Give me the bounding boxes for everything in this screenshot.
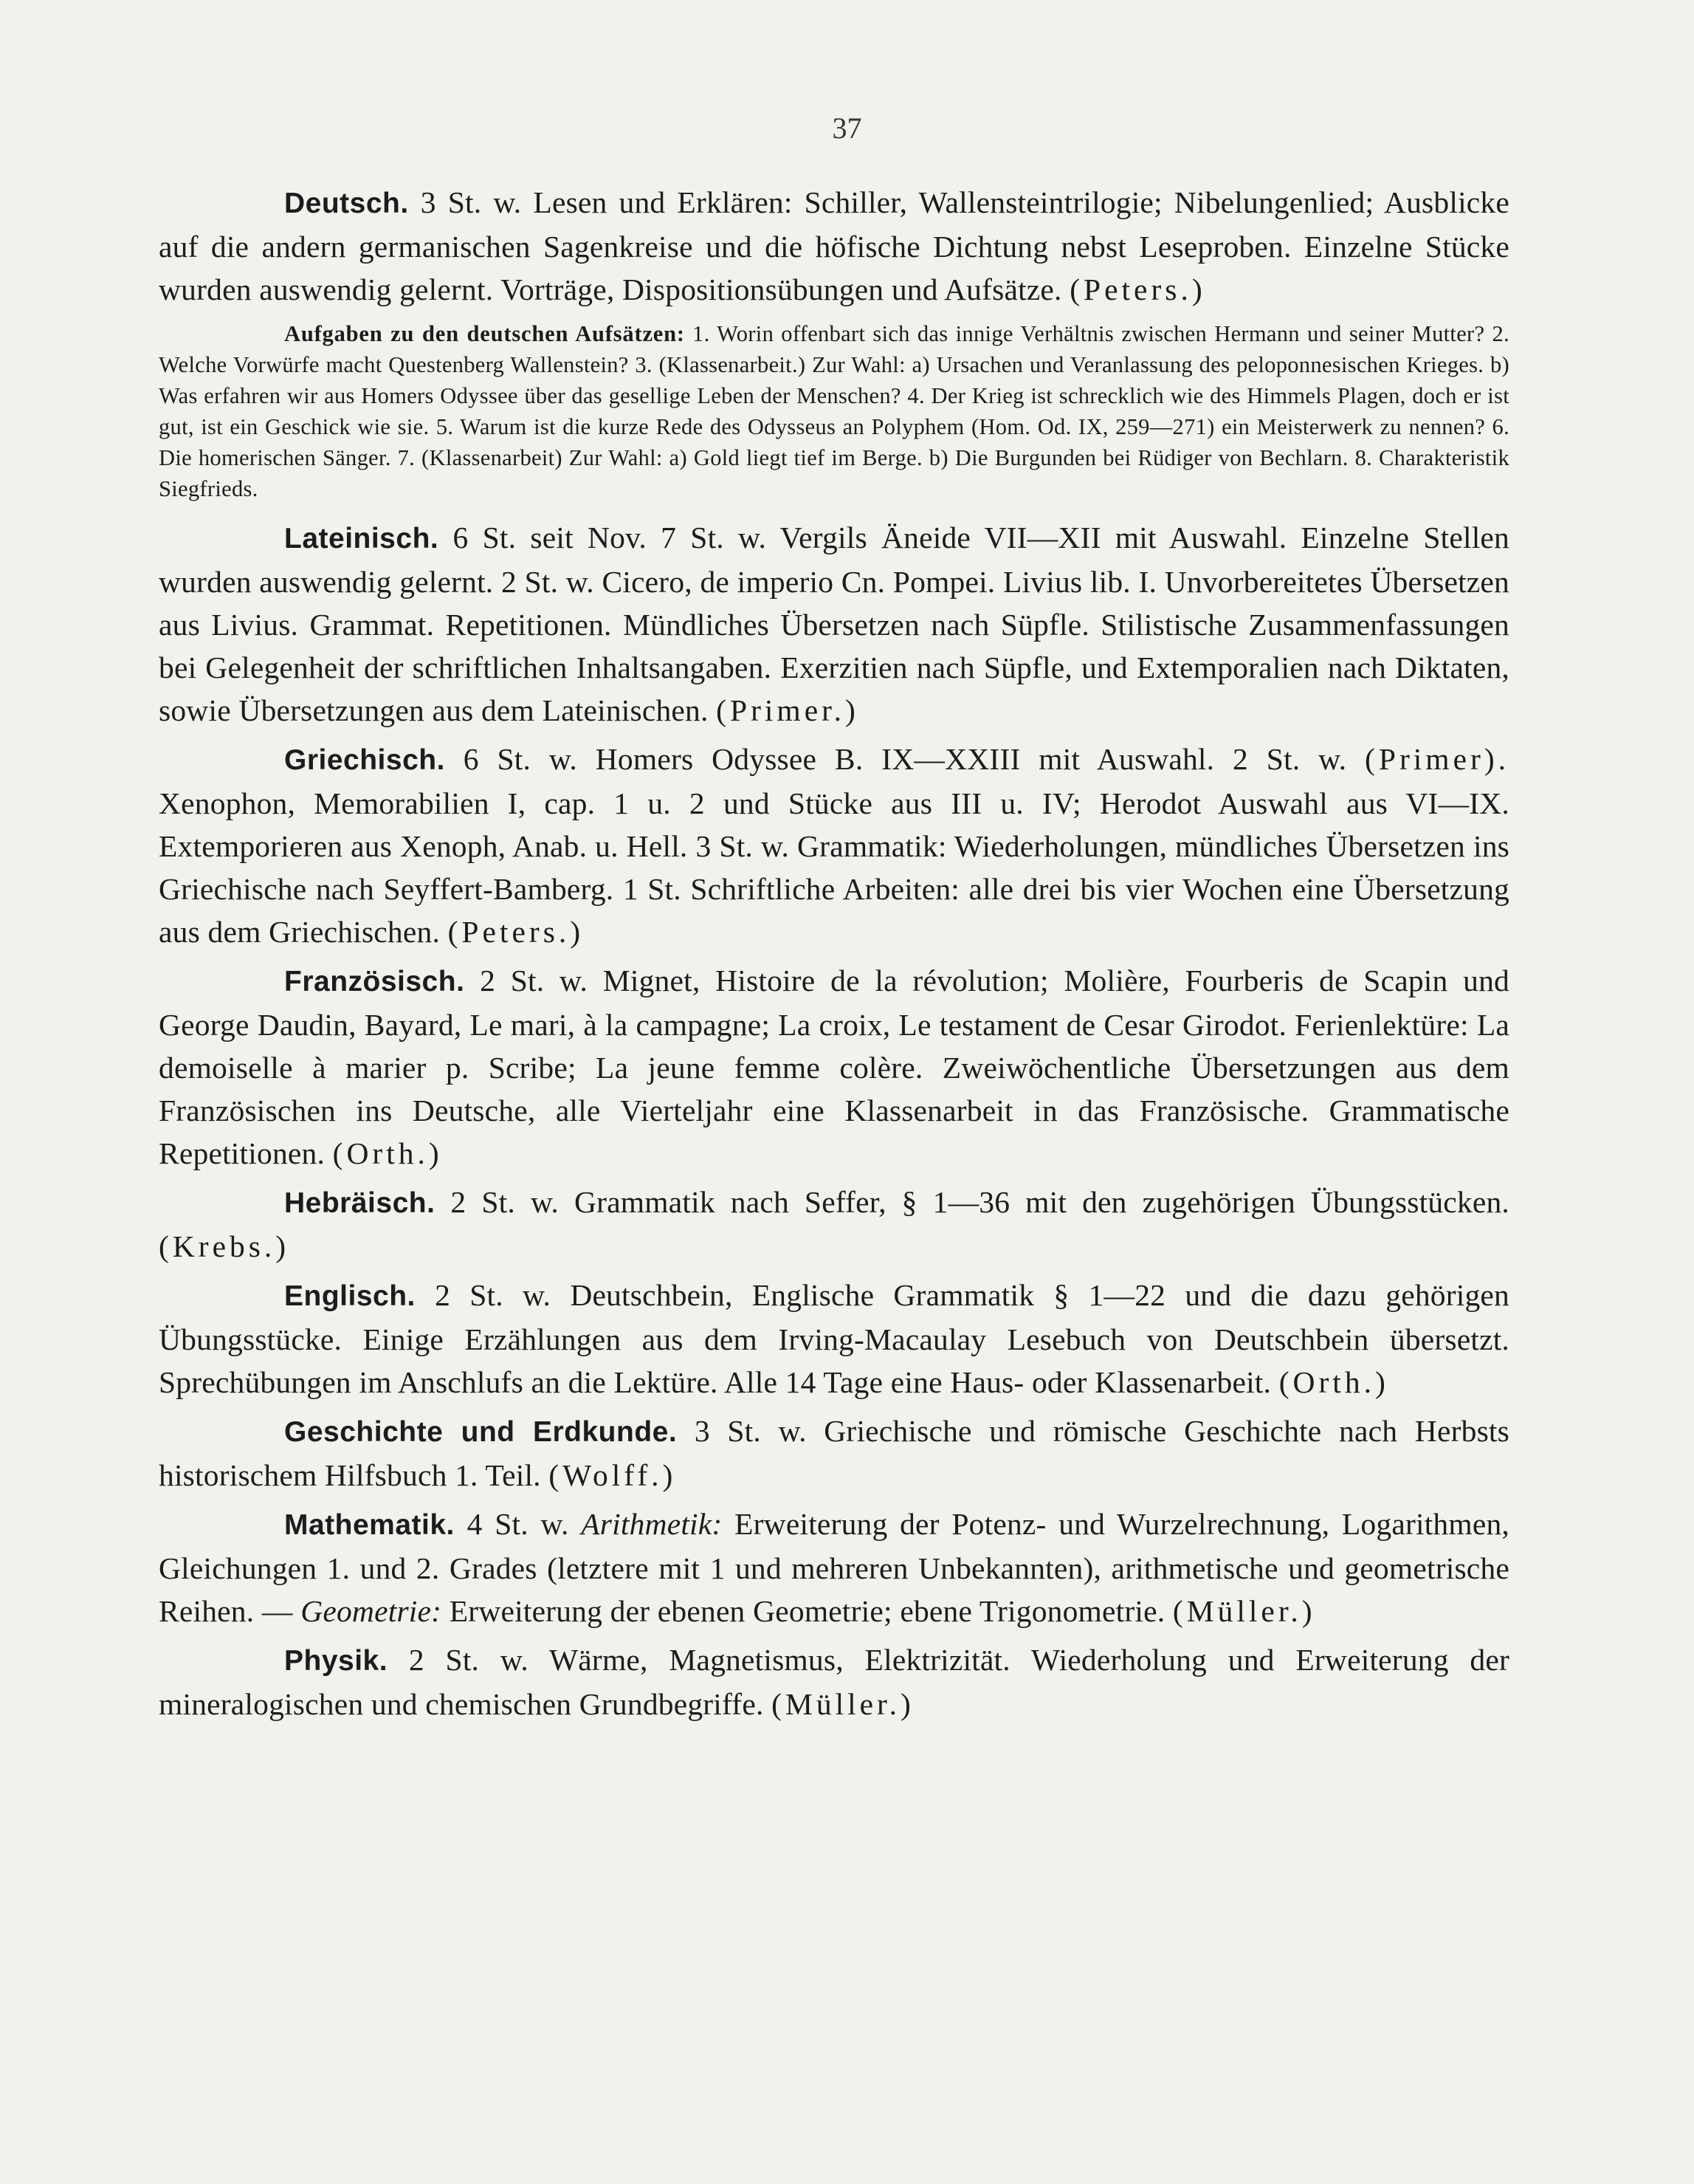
- subject-heading-franzoesisch: Französisch.: [284, 966, 465, 997]
- teacher-name: (Peters.): [1070, 272, 1206, 306]
- teacher-name: (Müller.): [771, 1687, 915, 1721]
- section-hebraeisch: [159, 1181, 1509, 1268]
- section-text: 3 St. w. Lesen und Erklären: Schiller, Wallensteintrilogie; Nibelungenlied; Ausblicke auf die andern germanischen Sagenkreise und die höfische Dichtung nebst Leseproben. Einzelne Stücke wurden auswendig gelernt. Vorträge, Dispositionsübungen und Aufsätze.: [159, 185, 1509, 306]
- subject-heading-hebraeisch: Hebräisch.: [284, 1187, 435, 1219]
- section-englisch: [159, 1274, 1509, 1404]
- topic-label-geometrie: Geometrie:: [300, 1594, 442, 1628]
- section-geschichte: [159, 1409, 1509, 1497]
- section-deutsch: [159, 181, 1509, 311]
- page-number: 37: [832, 111, 862, 145]
- teacher-name: (Krebs.): [159, 1229, 290, 1263]
- section-text: 4 St. w.: [466, 1507, 569, 1541]
- section-text: 3 St. w. Griechische und römische Geschichte nach Herbsts historischem Hilfsbuch 1. Teil.: [159, 1414, 1509, 1492]
- section-mathematik: [159, 1503, 1509, 1632]
- teacher-name: (Orth.): [1278, 1365, 1389, 1399]
- section-physik: [159, 1638, 1509, 1725]
- subject-heading-griechisch: Griechisch.: [284, 744, 445, 776]
- section-griechisch: [159, 738, 1509, 953]
- section-text: 6 St. w. Homers Odyssee B. IX—XXIII mit Auswahl. 2 St. w.: [463, 742, 1347, 776]
- essay-topics-text: 1. Worin offenbart sich das innige Verhältnis zwischen Hermann und seiner Mutter? 2. Welche Vorwürfe macht Questenberg Wallenstein? 3. (Klassenarbeit.) Zur Wahl: a) Ursachen und Veranlassung des peloponnesischen Krieges. b) Was erfahren wir aus Homers Odyssee über das gesellige Leben der Menschen? 4. Der Krieg ist schrecklich wie des Himmels Plagen, doch er ist gut, ist ein Geschick wie sie. 5. Warum ist die kurze Rede des Odysseus an Polyphem (Hom. Od. IX, 259—271) ein Meisterwerk zu nennen? 6. Die homerischen Sänger. 7. (Klassenarbeit) Zur Wahl: a) Gold liegt tief im Berge. b) Die Burgunden bei Rüdiger von Bechlarn. 8. Charakteristik Siegfrieds.: [159, 321, 1509, 501]
- teacher-name: (Primer.): [716, 693, 859, 727]
- section-text: Erweiterung der ebenen Geometrie; ebene Trigonometrie.: [449, 1594, 1166, 1628]
- section-text: 2 St. w. Wärme, Magnetismus, Elektrizität. Wiederholung und Erweiterung der mineralogischen und chemischen Grundbegriffe.: [159, 1643, 1510, 1721]
- subject-heading-deutsch: Deutsch.: [284, 188, 409, 219]
- essay-topics: [159, 318, 1509, 504]
- teacher-name: (Müller.): [1172, 1594, 1316, 1628]
- teacher-name: (Peters.): [447, 915, 585, 949]
- section-text: 6 St. seit Nov. 7 St. w. Vergils Äneide VII—XII mit Auswahl. Einzelne Stellen wurden auswendig gelernt. 2 St. w. Cicero, de imperio Cn. Pompei. Livius lib. I. Unvorbereitetes Übersetzen aus Livius. Grammat. Repetitionen. Mündliches Übersetzen nach Süpfle. Stilistische Zusammenfassungen bei Gelegenheit der schriftlichen Inhaltsangaben. Exerzitien nach Süpfle, und Extemporalien nach Diktaten, sowie Übersetzungen aus dem Lateinischen.: [159, 521, 1509, 727]
- page-content: [159, 181, 1509, 1731]
- subject-heading-physik: Physik.: [284, 1645, 388, 1677]
- section-text: Erweiterung der Potenz- und Wurzelrechnung, Logarithmen, Gleichungen 1. und 2. Grades (letztere mit 1 und mehreren Unbekannten), arithmetische und geometrische Reihen. —: [159, 1507, 1510, 1628]
- essay-topics-heading: Aufgaben zu den deutschen Aufsätzen:: [284, 321, 685, 346]
- section-franzoesisch: [159, 959, 1509, 1175]
- section-lateinisch: [159, 516, 1509, 732]
- section-text: 2 St. w. Deutschbein, Englische Grammatik § 1—22 und die dazu gehörigen Übungsstücke. Einige Erzählungen aus dem Irving-Macaulay Lesebuch von Deutschbein übersetzt. Sprechübungen im Anschlufs an die Lektüre. Alle 14 Tage eine Haus- oder Klassenarbeit.: [159, 1278, 1509, 1399]
- section-text: 2 St. w. Mignet, Histoire de la révolution; Molière, Fourberis de Scapin und George Daudin, Bayard, Le mari, à la campagne; La croix, Le testament de Cesar Girodot. Ferienlektüre: La demoiselle à marier p. Scribe; La jeune femme colère. Zweiwöchentliche Übersetzungen aus dem Französischen ins Deutsche, alle Vierteljahr eine Klassenarbeit in das Französische. Grammatische Repetitionen.: [159, 964, 1510, 1170]
- subject-heading-lateinisch: Lateinisch.: [284, 523, 439, 554]
- section-text: Xenophon, Memorabilien I, cap. 1 u. 2 und Stücke aus III u. IV; Herodot Auswahl aus VI—IX. Extemporieren aus Xenoph, Anab. u. Hell. 3 St. w. Grammatik: Wiederholungen, mündliches Übersetzen ins Griechische nach Seyffert-Bamberg. 1 St. Schriftliche Arbeiten: alle drei bis vier Wochen eine Übersetzung aus dem Griechischen.: [159, 786, 1509, 949]
- subject-heading-geschichte: Geschichte und Erdkunde.: [284, 1416, 678, 1448]
- subject-heading-englisch: Englisch.: [284, 1280, 416, 1312]
- teacher-name: (Wolff.): [548, 1458, 677, 1492]
- subject-heading-mathematik: Mathematik.: [284, 1509, 455, 1541]
- teacher-name: (Orth.): [332, 1136, 443, 1170]
- section-text: 2 St. w. Grammatik nach Seffer, § 1—36 mit den zugehörigen Übungsstücken.: [450, 1185, 1509, 1219]
- topic-label-arithmetik: Arithmetik:: [581, 1507, 723, 1541]
- teacher-name: (Primer).: [1365, 742, 1510, 776]
